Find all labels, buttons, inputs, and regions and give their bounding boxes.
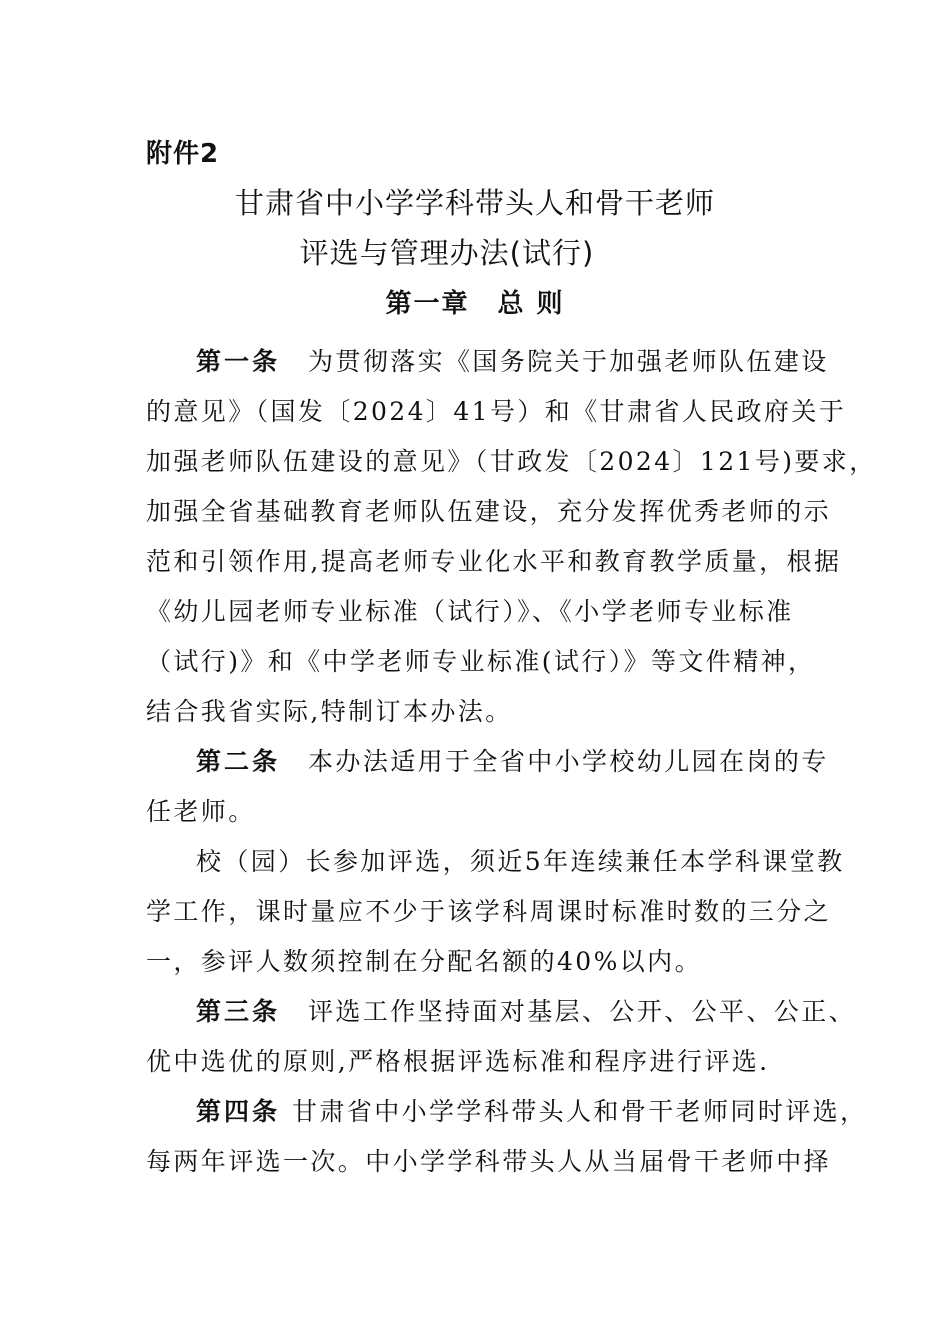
article-1-line-7: （试行)》和《中学老师专业标准(试行）》等文件精神， xyxy=(146,647,816,676)
article-4-text: 甘肃省中小学学科带头人和骨干老师同时评选， xyxy=(292,1097,868,1126)
chapter-heading: 第一章 总 则 xyxy=(385,289,565,319)
article-1-line-6: 《幼儿园老师专业标准（试行）》、《小学老师专业标准 xyxy=(146,597,794,626)
document-title-line-2: 评选与管理办法(试行) xyxy=(299,236,595,270)
article-1-line-4: 加强全省基础教育老师队伍建设，充分发挥优秀老师的示 xyxy=(146,497,832,526)
article-1-text: 为贯彻落实《国务院关于加强老师队伍建设 xyxy=(308,347,829,376)
article-1-line-8: 结合我省实际,特制订本办法。 xyxy=(146,697,513,726)
article-3-label: 第三条 xyxy=(196,997,281,1026)
document-title-line-1: 甘肃省中小学学科带头人和骨干老师 xyxy=(234,186,715,220)
article-1-line-2: 的意见》（国发〔2024〕41号）和《甘肃省人民政府关于 xyxy=(146,397,847,426)
article-2-para2-line-2: 学工作，课时量应不少于该学科周课时标准时数的三分之 xyxy=(146,897,832,926)
article-2-line-2: 任老师。 xyxy=(146,797,256,826)
article-2-label: 第二条 xyxy=(196,747,281,776)
article-4-label: 第四条 xyxy=(196,1097,281,1126)
article-3-text: 评选工作坚持面对基层、公开、公平、公正、 xyxy=(308,997,857,1026)
article-2-para2-line-1: 校（园）长参加评选，须近5年连续兼任本学科课堂教 xyxy=(196,847,845,876)
article-3-line-2: 优中选优的原则,严格根据评选标准和程序进行评选. xyxy=(146,1047,770,1076)
article-3-line-1 xyxy=(196,996,857,1030)
article-4-line-2: 每两年评选一次。中小学学科带头人从当届骨干老师中择 xyxy=(146,1147,832,1176)
attachment-label: 附件2 xyxy=(146,139,220,169)
article-1-line-1 xyxy=(196,346,829,380)
article-4-line-1 xyxy=(196,1096,868,1130)
article-1-line-3: 加强老师队伍建设的意见》（甘政发〔2024〕121号)要求， xyxy=(146,447,877,476)
article-1-line-5: 范和引领作用,提高老师专业化水平和教育教学质量，根据 xyxy=(146,547,842,576)
article-2-para2-line-3: 一，参评人数须控制在分配名额的40%以内。 xyxy=(146,947,702,976)
article-2-text: 本办法适用于全省中小学校幼儿园在岗的专 xyxy=(308,747,829,776)
article-2-line-1 xyxy=(196,746,829,780)
article-1-label: 第一条 xyxy=(196,347,281,376)
